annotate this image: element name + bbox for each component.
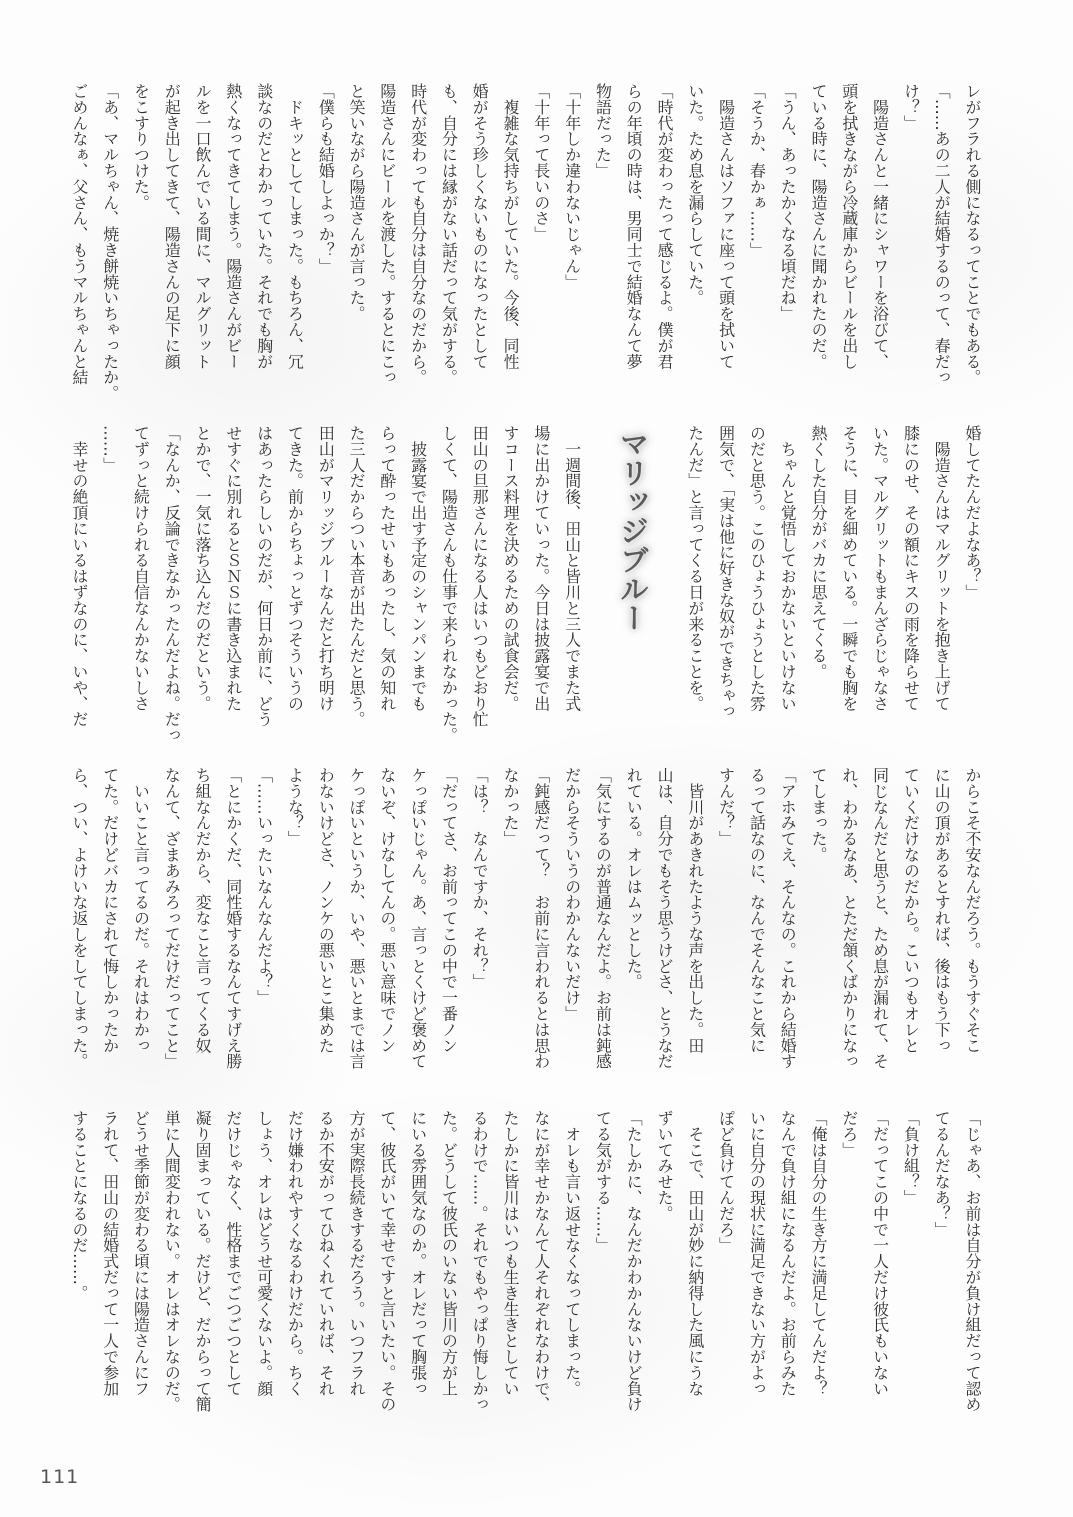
text-line: どうせ季節が変わる頃には陽造さんにフ — [131, 1110, 151, 1397]
text-line: だからそういうのわかんないだけ」 — [562, 767, 582, 1022]
text-line: ラれて、田山の結婚式だって一人で参加 — [100, 1110, 120, 1397]
text-line: 「なんか、反論できなかったんだよね。だっ — [162, 425, 182, 743]
text-line: 幸せの絶頂にいるはずなのに、いや、だ — [69, 425, 89, 728]
text-line: らの年頃の時は、男同士で結婚なんて夢 — [624, 83, 644, 370]
text-line: はあったらしいのだが、何日か前に、どう — [254, 425, 274, 728]
text-tier-4 — [63, 1110, 987, 1440]
text-line: だけ嫌われやすくなるわけだから。ちく — [285, 1110, 305, 1397]
text-line: れている。オレはムッとした。 — [624, 767, 644, 990]
text-line: たんだ」と言ってくる日が来ることを。 — [685, 425, 705, 712]
text-line: ている時に、陽造さんに聞かれたのだ。 — [809, 83, 829, 370]
text-line: することになるのだ……。 — [69, 1110, 89, 1301]
text-line: すんだ？」 — [716, 767, 736, 847]
text-line: 「……あの二人が結婚するのって、春だっ — [932, 83, 952, 386]
text-line: わないけどさ、ノンケの悪いとこ集めた — [316, 767, 336, 1054]
text-line: れ、わかるなあ、とただ頷くばかりになっ — [839, 767, 859, 1070]
text-line: 婚がそう珍しくないものになったとして — [470, 83, 490, 370]
text-line: ケっぽいというか、いや、悪いとまでは言 — [347, 767, 367, 1070]
chapter-heading-slot — [587, 425, 679, 755]
text-line: 「じゃあ、お前は自分が負け組だって認め — [963, 1110, 982, 1413]
text-line: そうに、目を細めている。一瞬でも胸を — [839, 425, 859, 712]
text-line: 「負け組？」 — [901, 1110, 921, 1206]
text-line: 熱くなってきてしまう。陽造さんがビー — [223, 83, 243, 370]
text-line: てしまった。 — [809, 767, 829, 863]
text-line: 一週間後、田山と皆川と三人でまた式 — [562, 425, 582, 712]
text-line: 膝にのせ、その額にキスの雨を降らせて — [901, 425, 921, 712]
text-line: 談なのだとわかっていた。それでも胸が — [254, 83, 274, 370]
text-line: 「……いったいなんなんだよ？」 — [254, 767, 274, 1006]
text-line: ドキッとしてしまった。もちろん、冗 — [285, 83, 305, 370]
text-line: レがフラれる側になるってことでもある。 — [963, 83, 982, 386]
text-line: 複雑な気持ちがしていた。今後、同性 — [501, 83, 521, 370]
text-line: なにが幸せかなんて人それぞれなわけで、 — [531, 1110, 551, 1413]
text-line: 披露宴で出す予定のシャンパンまでも — [408, 425, 428, 712]
text-line: 山は、自分でもそう思うけどさ、とうなだ — [655, 767, 675, 1070]
text-line: ちゃんと覚悟しておかないといけない — [778, 425, 798, 712]
text-line: 皆川があきれたような声を出した。田 — [685, 767, 705, 1054]
text-line: せすぐに別れるとＳＮＳに書き込まれた — [223, 425, 243, 712]
text-line: だけじゃなく、性格までごつごつとして — [223, 1110, 243, 1397]
text-line: ら、つい、よけいな返しをしてしまった。 — [69, 767, 89, 1070]
text-line: ていくだけなのだから。こいつもオレと — [901, 767, 921, 1054]
text-line: だろ」 — [839, 1110, 859, 1158]
text-line: 囲気で、「実は他に好きな奴ができちゃっ — [716, 425, 736, 720]
text-line: 「たしかに、なんだかわかんないけど負け — [624, 1110, 644, 1413]
text-line: てた。だけどバカにされて悔しかったか — [100, 767, 120, 1054]
text-line: いいこと言ってるのだ。それはわかっ — [131, 767, 151, 1054]
text-line: 「十年しか違わないじゃん」 — [562, 83, 582, 290]
text-line: ずいてみせた。 — [655, 1110, 675, 1222]
text-line: 物語だった」 — [593, 83, 613, 179]
text-line: 場に出かけていった。今日は披露宴で出 — [531, 425, 551, 712]
text-line: ケっぽいじゃん。あ、言っとくけど褒めて — [408, 767, 428, 1070]
text-line: て、彼氏がいて幸せですと言いたい。その — [377, 1110, 397, 1413]
text-line: るか不安がってひねくれていれば、それ — [316, 1110, 336, 1397]
text-line: け？」 — [901, 83, 921, 131]
text-line: らって酔ったせいもあったし、気の知れ — [377, 425, 397, 712]
text-line: 陽造さんにビールを渡した。するとにこっ — [377, 83, 397, 386]
text-line: とかで、一気に落ち込んだのだという。 — [193, 425, 213, 712]
text-line: なんで負け組になるんだよ。お前らみた — [778, 1110, 798, 1397]
text-line: た三人だからつい本音が出たんだと思う。 — [347, 425, 367, 728]
text-line: 「あ、マルちゃん、焼き餅焼いちゃったか。 — [100, 83, 120, 401]
text-line: ような？」 — [285, 767, 305, 847]
text-line: 凝り固まっている。だけど、だからって簡 — [193, 1110, 213, 1413]
text-line: てずっと続けられる自信なんかないしさ — [131, 425, 151, 712]
text-line: いに自分の現状に満足できない方がよっ — [747, 1110, 767, 1397]
text-line: 「そうか、春かぁ……」 — [747, 83, 767, 258]
text-line: なかった」 — [501, 767, 521, 847]
text-line: 頭を拭きながら冷蔵庫からビールを出し — [839, 83, 859, 370]
text-line: 「とにかくだ、同性婚するなんてすげえ勝 — [223, 767, 243, 1070]
text-line: いた。マルグリットもまんざらじゃなさ — [870, 425, 890, 712]
chapter-heading: マリッジブルー — [616, 429, 651, 632]
text-line: るわけで……。それでもやっぱり悔しかっ — [470, 1110, 490, 1413]
text-line: 「アホみてえ、そんなの。これから結婚す — [778, 767, 798, 1070]
text-line: 「時代が変わったって感じるよ。僕が君 — [655, 83, 675, 370]
text-tier-1 — [63, 83, 987, 413]
text-tier-3 — [63, 767, 987, 1097]
text-line: るって話なのに、なんでそんなこと気に — [747, 767, 767, 1054]
text-line: 熱くした自分がバカに思えてくる。 — [809, 425, 829, 680]
text-line: ち組なんだから、変なこと言ってくる奴 — [193, 767, 213, 1054]
text-line: てる気がする……」 — [593, 1110, 613, 1254]
text-line: 陽造さんはマルグリットを抱き上げて — [932, 425, 952, 712]
text-line: 時代が変わっても自分は自分なのだから。 — [408, 83, 428, 386]
text-line: そこで、田山が妙に納得した風にうな — [685, 1110, 705, 1397]
text-line: 「俺は自分の生き方に満足してんだよ？ — [809, 1110, 829, 1397]
text-line: いた。ため息を漏らしていた。 — [685, 83, 705, 306]
text-line: 「だってこの中で一人だけ彼氏もいない — [870, 1110, 890, 1397]
text-line: と笑いながら陽造さんが言った。 — [347, 83, 367, 322]
text-line: てるんだなあ？」 — [932, 1110, 952, 1238]
text-line: なんて、ざまあみろってだけだってこと」 — [162, 767, 182, 1070]
text-line: のだと思う。このひょうひょうとした雰 — [747, 425, 767, 712]
text-line: が起き出してきて、陽造さんの足下に顔 — [162, 83, 182, 370]
text-line: てきた。前からちょっとずつそういうの — [285, 425, 305, 712]
text-line: しくて、陽造さんも仕事で来られなかった。 — [439, 425, 459, 743]
text-line: 単に人間変われない。オレはオレなのだ。 — [162, 1110, 182, 1413]
text-line: にいる雰囲気なのか。オレだって胸張っ — [408, 1110, 428, 1397]
text-line: 「だってさ、お前ってこの中で一番ノン — [439, 767, 459, 1054]
text-line: た。どうして彼氏のいない皆川の方が上 — [439, 1110, 459, 1397]
text-line: ぽど負けてんだろ」 — [716, 1110, 736, 1254]
text-tier-2 — [63, 425, 987, 755]
text-line: に山の頂があるとすれば、後はもう下っ — [932, 767, 952, 1054]
text-line: 「気にするのが普通なんだよ。お前は鈍感 — [593, 767, 613, 1070]
text-line: ないぞ、けなしてんの。悪い意味でノン — [377, 767, 397, 1054]
text-line: からこそ不安なんだろう。もうすぐそこ — [963, 767, 982, 1054]
text-line: ルを一口飲んでいる間に、マルグリット — [193, 83, 213, 370]
text-line: たしかに皆川はいつも生き生きとしてい — [501, 1110, 521, 1397]
text-line: しょう、オレはどうせ可愛くないよ。顔 — [254, 1110, 274, 1397]
text-line: 「十年って長いのさ」 — [531, 83, 551, 242]
text-line: オレも言い返せなくなってしまった。 — [562, 1110, 582, 1397]
text-line: 陽造さんと一緒にシャワーを浴びて、 — [870, 83, 890, 370]
text-line: すコース料理を決めるための試食会だ。 — [501, 425, 521, 712]
text-line: 「うん、あったかくなる頃だね」 — [778, 83, 798, 322]
page-number: 111 — [40, 1466, 80, 1488]
text-line: 方が実際長続きするだろう。いつフラれ — [347, 1110, 367, 1397]
text-line: 「は？ なんですか、それ？」 — [470, 767, 490, 990]
text-line: 「僕らも結婚しよっか？」 — [316, 83, 336, 274]
text-line: も、自分には縁がない話だって気がする。 — [439, 83, 459, 386]
text-line: 婚してたんだよなあ？」 — [963, 425, 982, 600]
text-line: ……」 — [100, 425, 120, 473]
text-line: 田山の旦那さんになる人はいつもどおり忙 — [470, 425, 490, 728]
text-line: 田山がマリッジブルーなんだと打ち明け — [316, 425, 336, 712]
text-line: ごめんなぁ、父さん、もうマルちゃんと結 — [69, 83, 89, 386]
text-line: 同じなんだと思うと、ため息が漏れて、そ — [870, 767, 890, 1070]
text-line: 「鈍感だって？ お前に言われるとは思わ — [531, 767, 551, 1070]
text-line: 陽造さんはソファに座って頭を拭いて — [716, 83, 736, 370]
text-line: をこすりつけた。 — [131, 83, 151, 211]
